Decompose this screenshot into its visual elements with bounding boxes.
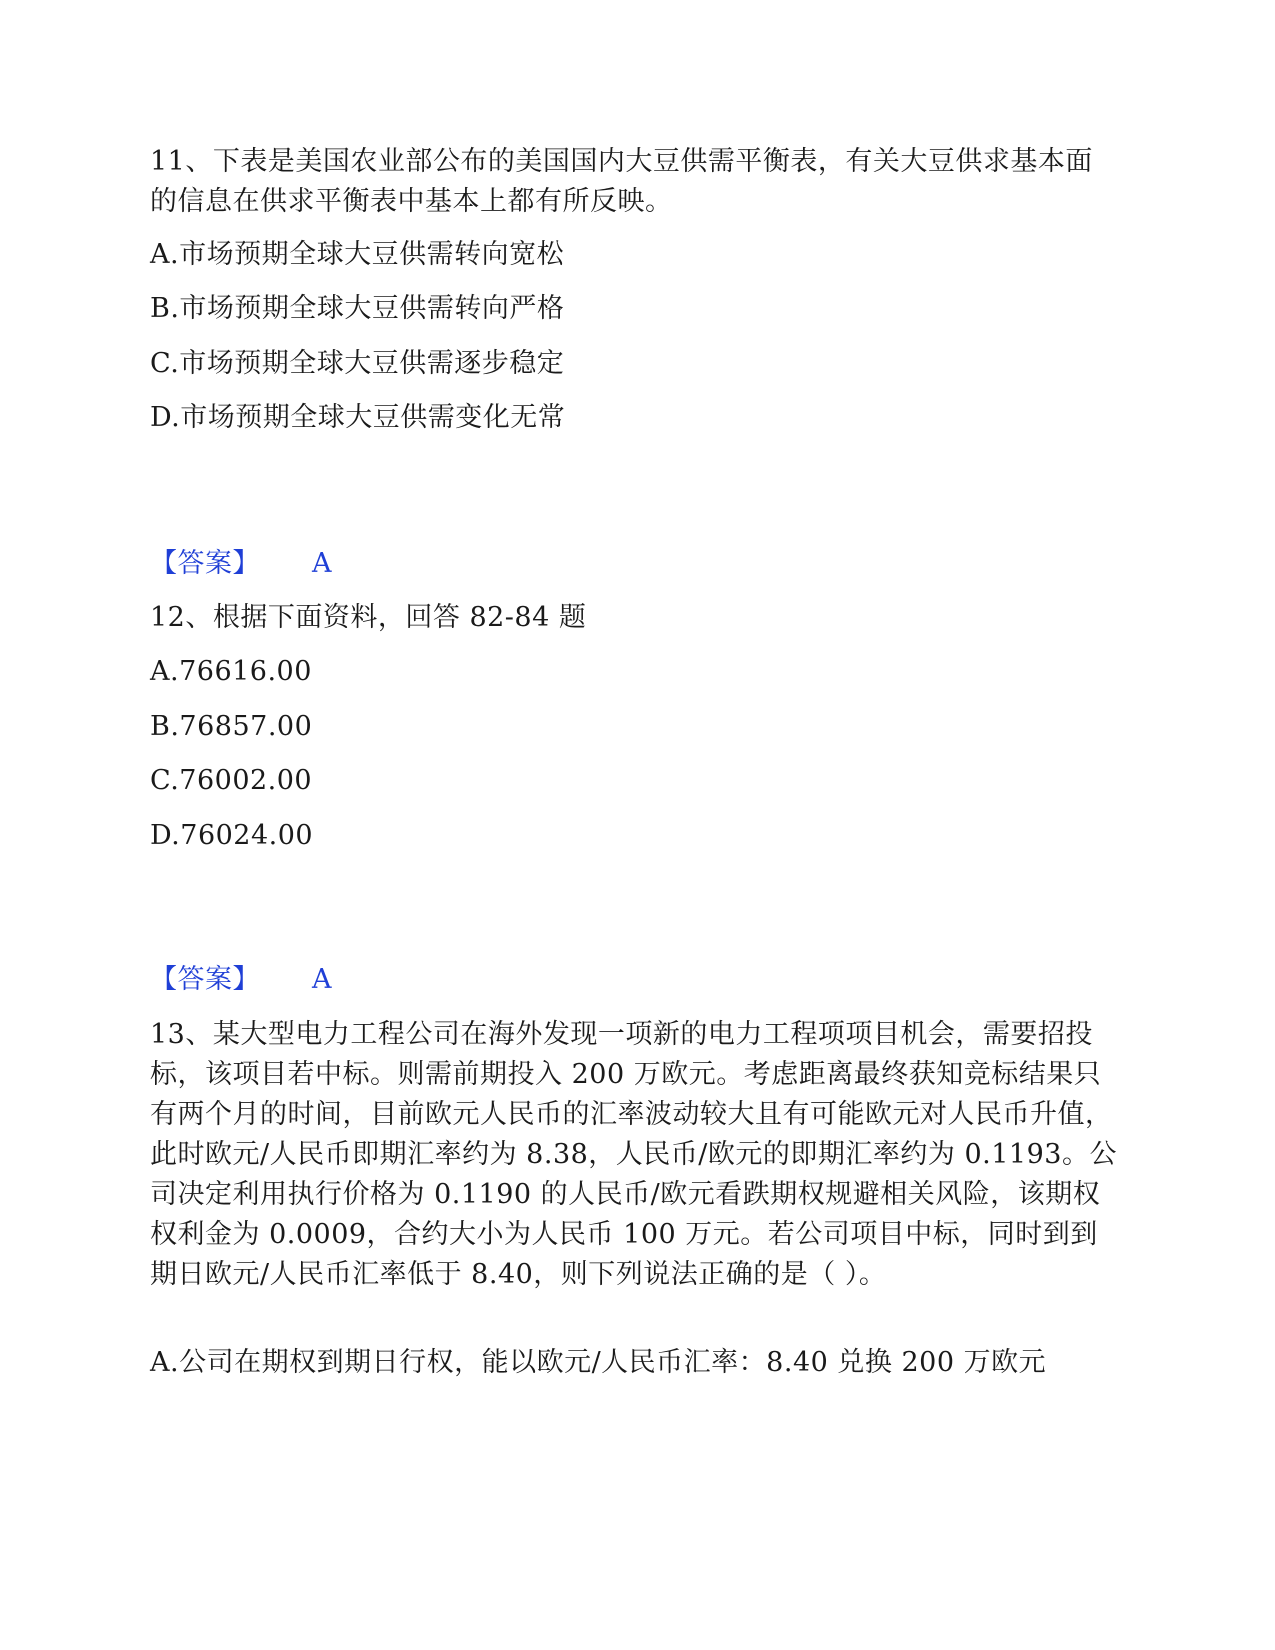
answer-label: 【答案】 <box>150 964 260 995</box>
question-11-option-c: C.市场预期全球大豆供需逐步稳定 <box>150 348 565 379</box>
answer-value: A <box>312 548 332 579</box>
question-13-option-a: A.公司在期权到期日行权，能以欧元/人民币汇率：8.40 兑换 200 万欧元 <box>150 1347 1047 1378</box>
question-12-answer <box>150 960 332 1000</box>
question-13-stem: 13、某大型电力工程公司在海外发现一项新的电力工程项项目机会，需要招投标，该项目若中标。则需前期投入 200 万欧元。考虑距离最终获知竞标结果只有两个月的时间，目前欧元人民币的汇率波动较大且有可能欧元对人民币升值，此时欧元/人民币即期汇率约为 8.38，人民币/欧元的即期汇率约为 0.1193。公司决定利用执行价格为 0.1190 的人民币/欧元看跌期权规避相关风险，该期权权利金为 0.0009，合约大小为人民币 100 万元。若公司项目中标，同时到到期日欧元/人民币汇率低于 8.40，则下列说法正确的是（ ）。 <box>150 1019 1117 1290</box>
question-11-answer <box>150 544 332 584</box>
question-12-option-a: A.76616.00 <box>150 656 312 687</box>
question-11-option-a: A.市场预期全球大豆供需转向宽松 <box>150 239 565 270</box>
question-11-option-d: D.市场预期全球大豆供需变化无常 <box>150 402 566 433</box>
question-12-option-b: B.76857.00 <box>150 711 313 742</box>
question-11-stem: 11、下表是美国农业部公布的美国国内大豆供需平衡表，有关大豆供求基本面的信息在供求平衡表中基本上都有所反映。 <box>150 146 1093 217</box>
answer-value: A <box>312 964 332 995</box>
question-12-option-d: D.76024.00 <box>150 820 314 851</box>
question-11-option-b: B.市场预期全球大豆供需转向严格 <box>150 293 565 324</box>
question-12-stem: 12、根据下面资料，回答 82-84 题 <box>150 602 587 633</box>
question-12-option-c: C.76002.00 <box>150 765 313 796</box>
answer-label: 【答案】 <box>150 548 260 579</box>
